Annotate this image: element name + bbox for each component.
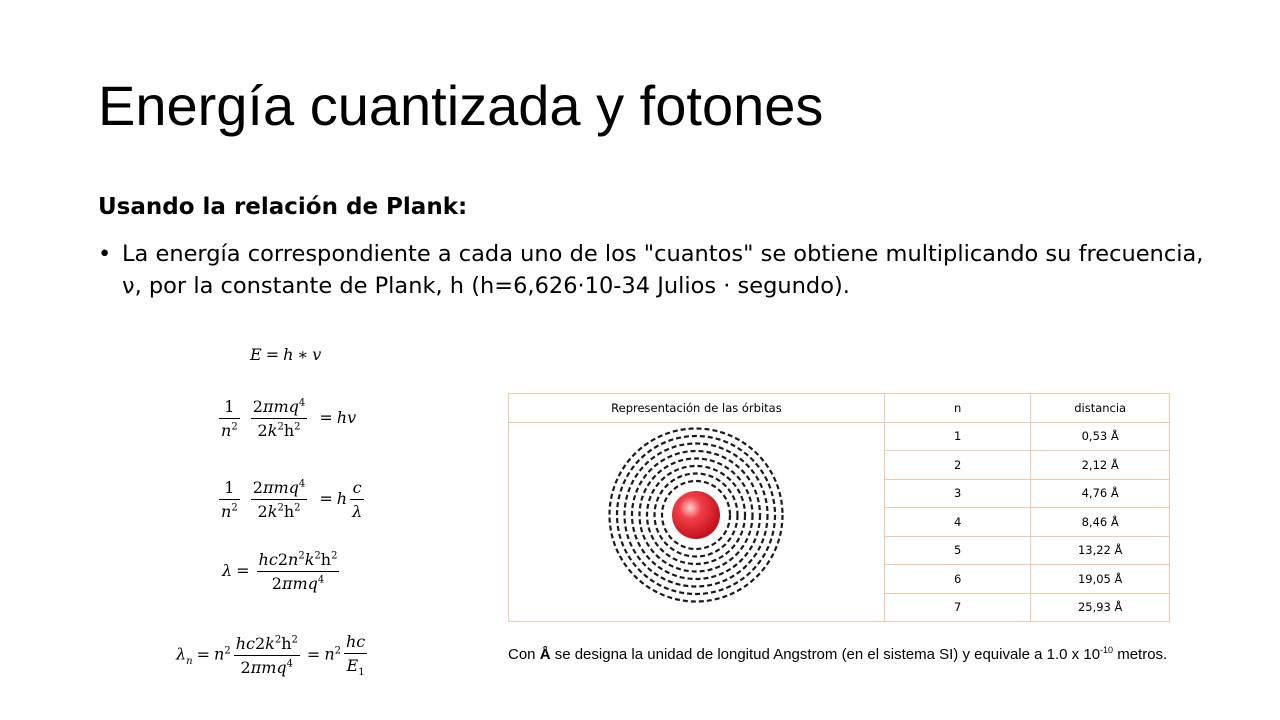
equation-4: λ = $\frac{hc2n^2k^2h^2}{2\pi mq^4}$ xyxy=(222,550,338,593)
note-exponent: -10 xyxy=(1100,645,1114,655)
table-cell-distancia: 19,05 Å xyxy=(1031,565,1170,594)
orbit-diagram xyxy=(509,423,885,623)
section-heading: Usando la relación de Plank: xyxy=(98,194,468,220)
bullet-text: La energía correspondiente a cada uno de los "cuantos" se obtiene multiplicando su frecuencia, ν, por la constante de Plank, h (h=6,626·10-34 Julios · segundo). xyxy=(122,241,1204,299)
table-cell-n: 5 xyxy=(884,536,1030,565)
table-cell-n: 3 xyxy=(884,479,1030,508)
angstrom-symbol: Å xyxy=(539,646,551,663)
table-cell-distancia: 25,93 Å xyxy=(1031,593,1170,622)
bullet-item xyxy=(98,238,1208,302)
header-representation: Representación de las órbitas xyxy=(509,394,885,423)
equation-3: $\frac{1}{n^2}$ $\frac{2\pi mq^4}{2k^2h^2}$ = h $\frac{c}{\lambda}$ xyxy=(221,478,363,521)
header-n: n xyxy=(884,394,1030,423)
table-header-row xyxy=(509,394,1170,423)
bullet-marker: • xyxy=(98,241,112,267)
note-pre: Con xyxy=(508,646,540,663)
equation-2: $\frac{1}{n^2}$ $\frac{2\pi mq^4}{2k^2h^2}$ = hv xyxy=(221,397,357,440)
orbit-diagram-cell xyxy=(509,422,885,622)
orbits-table xyxy=(508,393,1170,622)
table-cell-distancia: 8,46 Å xyxy=(1031,508,1170,537)
nucleus-icon xyxy=(672,491,720,539)
table-cell-n: 6 xyxy=(884,565,1030,594)
table-cell-n: 1 xyxy=(884,422,1030,451)
note-post: metros. xyxy=(1113,646,1168,663)
table-cell-distancia: 4,76 Å xyxy=(1031,479,1170,508)
equation-5: $\lambda_n = n^2$ $\frac{hc2k^2h^2}{2\pi mq^4}$ = $n^2$ $\frac{hc}{E_1}$ xyxy=(176,632,366,679)
table-cell-n: 4 xyxy=(884,508,1030,537)
table-cell-n: 7 xyxy=(884,593,1030,622)
table-cell-distancia: 2,12 Å xyxy=(1031,451,1170,480)
angstrom-note xyxy=(508,640,1188,665)
equation-1: E = h ∗ v xyxy=(250,345,322,364)
slide-title: Energía cuantizada y fotones xyxy=(98,74,824,137)
table-cell-distancia: 0,53 Å xyxy=(1031,422,1170,451)
table-cell-n: 2 xyxy=(884,451,1030,480)
header-distancia: distancia xyxy=(1031,394,1170,423)
table-row xyxy=(509,422,1170,451)
table-cell-distancia: 13,22 Å xyxy=(1031,536,1170,565)
note-mid: se designa la unidad de longitud Angstrom (en el sistema SI) y equivale a 1.0 x 10 xyxy=(550,646,1101,663)
